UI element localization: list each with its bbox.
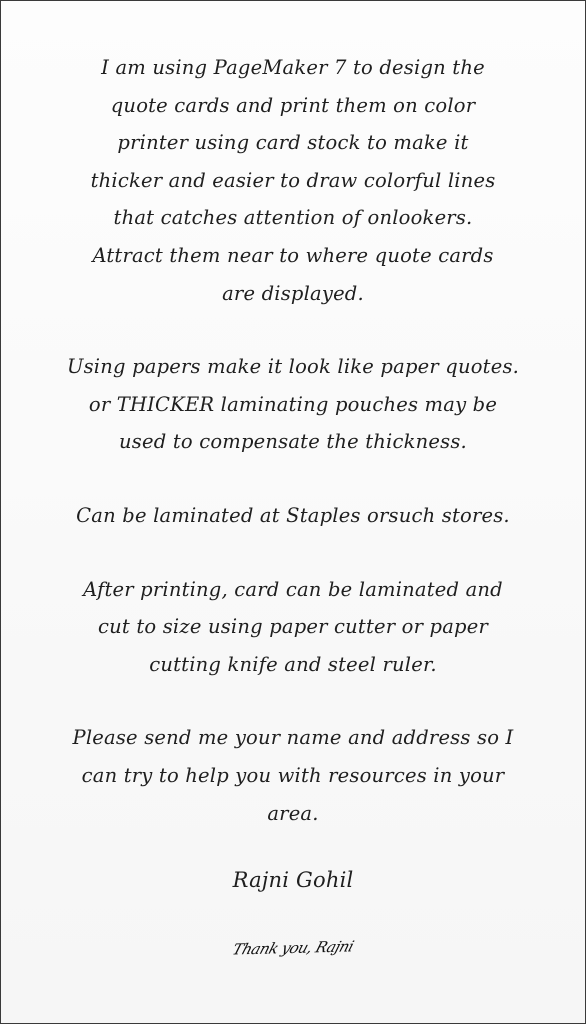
text-line: or THICKER laminating pouches may be: [88, 392, 498, 416]
text-line: can try to help you with resources in your: [81, 763, 505, 787]
paragraph-papers: [21, 348, 565, 461]
text-line: cutting knife and steel ruler.: [149, 652, 437, 676]
text-line: that catches attention of onlookers.: [113, 206, 473, 230]
text-line: area.: [267, 801, 319, 825]
handwritten-signature: Thank you, Rajni: [230, 937, 356, 959]
text-line: Using papers make it look like paper quotes.: [66, 355, 520, 379]
text-line: used to compensate the thickness.: [119, 430, 467, 454]
text-line: printer using card stock to make it: [117, 131, 469, 155]
text-line: After printing, card can be laminated and: [83, 577, 503, 601]
paragraph-gap: [21, 683, 565, 719]
text-line: cut to size using paper cutter or paper: [98, 615, 488, 639]
paragraph-gap: [21, 461, 565, 497]
paragraph-printing: [21, 571, 565, 684]
paragraph-request: [21, 719, 565, 832]
text-line: I am using PageMaker 7 to design the: [101, 56, 485, 79]
text-line: Please send me your name and address so I: [72, 726, 514, 750]
text-line: Attract them near to where quote cards: [92, 243, 494, 267]
text-line: quote cards and print them on color: [110, 93, 476, 117]
paragraph-laminate: [21, 497, 565, 535]
paragraph-gap: [21, 535, 565, 571]
text-line: thicker and easier to draw colorful lines: [90, 168, 496, 192]
text-line: Can be laminated at Staples orsuch stores.: [76, 503, 510, 527]
author-name: Rajni Gohil: [232, 868, 354, 893]
paragraph-gap: [21, 312, 565, 348]
card-text: [21, 49, 565, 900]
paragraph-design: [21, 49, 565, 312]
text-line: are displayed.: [222, 281, 364, 305]
